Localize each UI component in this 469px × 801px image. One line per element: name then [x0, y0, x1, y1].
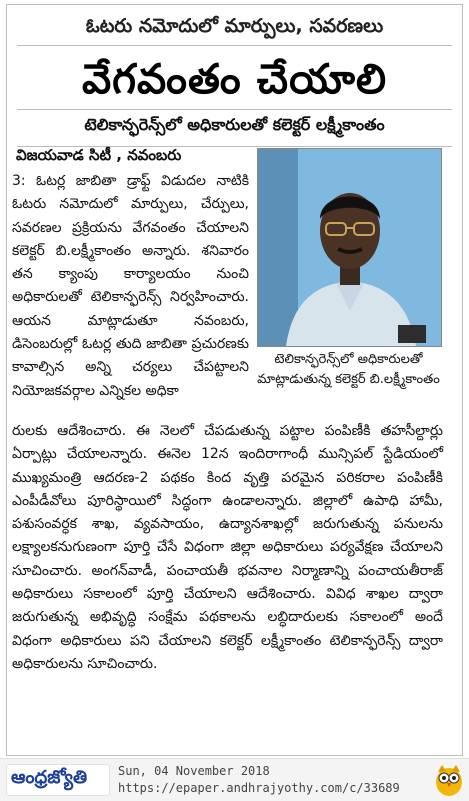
- andhrajyothy-logo[interactable]: [6, 764, 110, 796]
- divider: [17, 45, 452, 46]
- article-dateline: విజయవాడ సిటీ , నవంబరు: [16, 146, 182, 164]
- divider: [17, 109, 452, 110]
- photo-caption: టెలికాన్ఫరెన్స్‌లో అధికారులతో మాట్లాడుతున్న కలెక్టర్ బి.లక్ష్మీకాంతం: [257, 352, 440, 387]
- article-subheadline: టెలికాన్ఫరెన్స్‌లో అధికారులతో కలెక్టర్ లక్ష్మీకాంతం: [84, 115, 385, 134]
- epaper-footer: [0, 758, 469, 801]
- article-body-column: 3: ఓటర్ల జాబితా డ్రాఫ్ట్ విడుదల నాటికి ఓటరు నమోదులో మార్పులు, చేర్పులు, సవరణల ప్రక్రియను వేగవంతం చేయాలని కలెక్టర్ బి.లక్ష్మీకాంతం అన్నారు. శనివారం తన క్యాంపు కార్యాలయం నుంచి అధికారులతో టెలికాన్ఫరెన్స్ నిర్వహించారు. ఆయన మాట్లాడుతూ నవంబరు, డిసెంబరుల్లో ఓటర్ల తుది జాబితా ప్రచురణకు కావాల్సిన అన్ని చర్యలు చేపట్టాలని నియోజకవర్గాల ఎన్నికల అధికా: [12, 173, 249, 399]
- edition-url[interactable]: https://epaper.andhrajyothy.com/c/33689: [118, 781, 400, 795]
- owl-icon: [432, 763, 466, 797]
- article-body: రులకు ఆదేశించారు. ఈ నెలలో చేపడుతున్న పట్టాల పంపిణీకి తహసీల్దార్లు ఏర్పాట్లు చేయాలన్నారు. ఈనెల 12న ఇందిరాగాంధీ మున్సిపల్ స్టేడియంలో ముఖ్యమంత్రి ఆదరణ-2 పథకం కింద వృత్తి పరమైన పరికరాల పంపిణీకి ఎంపీడీవోలు పూరిస్థాయిలో సిద్ధంగా ఉండాలన్నారు. జిల్లాలో ఉపాధి హామీ, పశుసంవర్ధక శాఖ, వ్యవసాయం, ఉద్యానశాఖల్లో జరుగుతున్న పనులను లక్ష్యాలకనుగుణంగా పూర్తి చేసే విధంగా జిల్లా అధికారులు పర్యవేక్షణ చేయాలని సూచించారు. అంగన్‌వాడీ, పంచాయతీ భవనాల నిర్మాణాన్ని పంచాయతీరాజ్ అధికారులు సకాలంలో పూర్తి చేయాలని ఆదేశించారు. వివిధ శాఖల ద్వారా జరుగుతున్న అభివృద్ధి సంక్షేమ పథకాలను లబ్ధిదారులకు సకాలంలో అందే విధంగా అధికారులు పని చేయాలని కలెక్టర్ లక్ష్మీకాంతం టెలికాన్ఫరెన్స్ ద్వారా అధికారులను సూచించారు.: [12, 423, 443, 672]
- edition-date: Sun, 04 November 2018: [118, 764, 270, 778]
- article-headline: వేగవంతం చేయాలి: [81, 55, 388, 103]
- collector-photo-image: [258, 149, 441, 346]
- logo-text: ఆంధ్రజ్యోతి: [11, 767, 88, 788]
- article-kicker: ఓటరు నమోదులో మార్పులు, సవరణలు: [85, 15, 384, 37]
- collector-photo: [257, 148, 442, 347]
